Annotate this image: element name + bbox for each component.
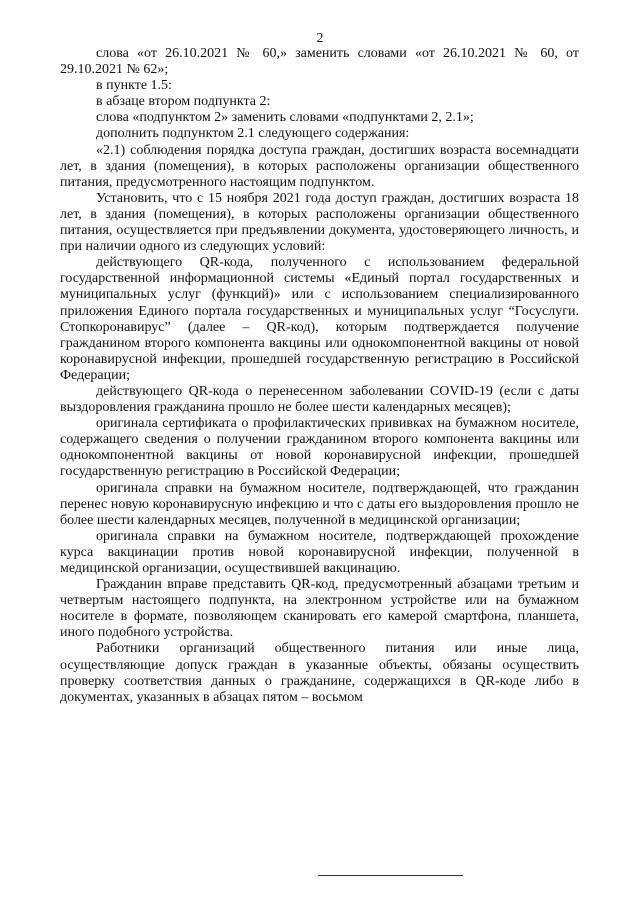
- paragraph-2: в пункте 1.5:: [96, 78, 172, 94]
- paragraph-13: Гражданин вправе представить QR-код, предусмотренный абзацами третьим и четвертым настоящего подпункта, на электронном устройстве или на бумажном носителе в формате, позволяющем сканировать его камерой смартфона, планшета, иного подобного устройства.: [60, 577, 579, 641]
- paragraph-6: «2.1) соблюдения порядка доступа граждан, достигших возраста восемнадцати лет, в здания (помещения), в которых расположены организации общественного питания, предусмотренного настоящим подпунктом.: [60, 142, 579, 190]
- paragraph-8: действующего QR-кода, полученного с использованием федеральной государственной информационной системы «Единый портал государственных и муниципальных услуг (функций)» или с использованием специализированного приложения Единого портала государственных и муниципальных услуг “Госуслуги. Стопкоронавирус” (далее – QR-код), которым подтверждается получение гражданином второго компонента вакцины или однокомпонентной вакцины от новой коронавирусной инфекции, прошедшей государственную регистрацию в Российской Федерации;: [60, 255, 579, 383]
- footer-rule: [318, 875, 463, 876]
- document-body: [60, 46, 579, 706]
- paragraph-11: оригинала справки на бумажном носителе, подтверждающей, что гражданин перенес новую коронавирусную инфекцию и что с даты его выздоровления прошло не более шести календарных месяцев, полученной в медицинской организации;: [60, 480, 579, 528]
- paragraph-7: Установить, что с 15 ноября 2021 года доступ граждан, достигших возраста 18 лет, в здания (помещения), в которых расположены организации общественного питания, осуществляется при предъявлении документа, удостоверяющего личность, и при наличии одного из следующих условий:: [60, 190, 579, 255]
- paragraph-9: действующего QR-кода о перенесенном заболевании COVID-19 (если с даты выздоровления гражданина прошло не более шести календарных месяцев);: [60, 383, 579, 416]
- paragraph-10: оригинала сертификата о профилактических прививках на бумажном носителе, содержащего сведения о получении гражданином второго компонента вакцины или однокомпонентной вакцины от новой коронавирусной инфекции, прошедшей государственную регистрацию в Российской Федерации;: [60, 416, 579, 480]
- page-number: 2: [316, 31, 324, 46]
- paragraph-4: слова «подпунктом 2» заменить словами «подпунктами 2, 2.1»;: [96, 110, 474, 126]
- paragraph-12: оригинала справки на бумажном носителе, подтверждающей прохождение курса вакцинации против новой коронавирусной инфекции, полученной в медицинской организации, осуществившей вакцинацию.: [60, 528, 579, 576]
- paragraph-3: в абзаце втором подпункта 2:: [96, 94, 271, 110]
- paragraph-5: дополнить подпунктом 2.1 следующего содержания:: [96, 126, 410, 142]
- paragraph-1: слова «от 26.10.2021 № 60,» заменить словами «от 26.10.2021 № 60, от 29.10.2021 № 62»;: [60, 46, 579, 78]
- paragraph-14: Работники организаций общественного питания или иные лица, осуществляющие допуск граждан в указанные объекты, обязаны осуществить проверку соответствия данных о гражданине, содержащихся в QR-коде либо в документах, указанных в абзацах пятом – восьмом: [60, 641, 579, 705]
